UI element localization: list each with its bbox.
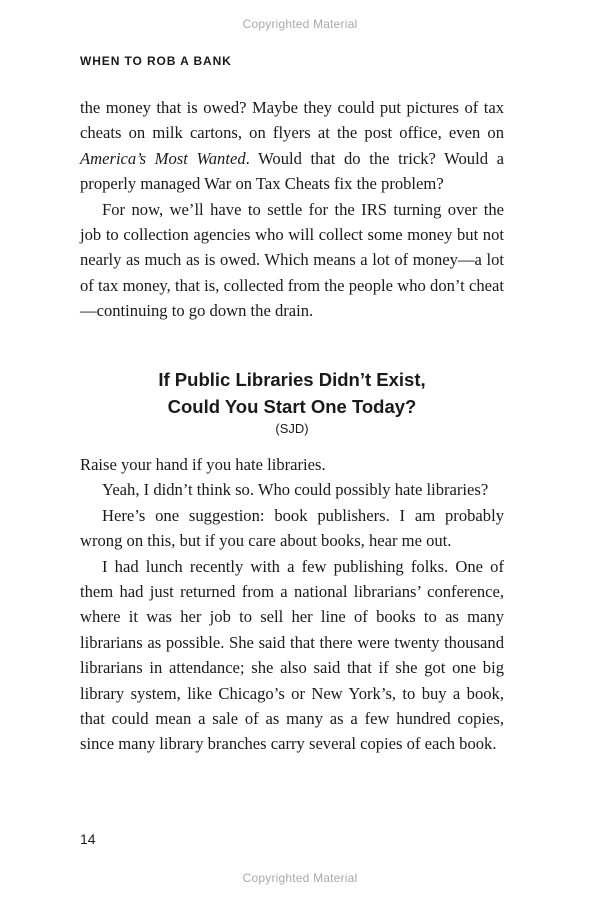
author-byline: (SJD) — [275, 421, 309, 436]
paragraph: Raise your hand if you hate libraries. — [80, 455, 326, 474]
paragraph — [80, 95, 504, 197]
paragraph-text: . Would that do the trick? Would a properly managed War on Tax Cheats fix the problem? — [80, 148, 504, 194]
running-head: WHEN TO ROB A BANK — [80, 54, 232, 68]
section-title-line-1: If Public Libraries Didn’t Exist, — [158, 369, 426, 390]
paragraph: I had lunch recently with a few publishing folks. One of them had just returned from a national librarians’ conference, where it was her job to sell her line of books to as many librarians as possible. She said that there were twenty thousand librarians in attendance; she also said that if she got one big library system, like Chicago’s or New York’s, to buy a book, that could mean a sale of as many as a few hundred copies, since many library branches carry several copies of each book. — [80, 556, 504, 754]
section-1-body — [80, 95, 504, 324]
italic-title: America’s Most Wanted — [80, 148, 246, 168]
section-title-line-2: Could You Start One Today? — [167, 396, 417, 417]
section-title — [80, 366, 504, 420]
copyright-watermark-top: Copyrighted Material — [242, 17, 358, 31]
paragraph: Yeah, I didn’t think so. Who could possibly hate libraries? — [102, 480, 489, 500]
section-2-body — [80, 452, 504, 757]
page-number: 14 — [80, 831, 96, 847]
paragraph-text: the money that is owed? Maybe they could put pictures of tax cheats on milk cartons, on flyers at the post office, even on — [80, 98, 504, 143]
paragraph: For now, we’ll have to settle for the IRS turning over the job to collection agencies who will collect some money but not nearly as much as is owed. Which means a lot of money—a lot of tax money, that is, collected from the people who don’t cheat—continuing to go down the drain. — [80, 199, 504, 321]
copyright-watermark-bottom: Copyrighted Material — [242, 871, 358, 885]
paragraph: Here’s one suggestion: book publishers. I am probably wrong on this, but if you care about books, hear me out. — [80, 505, 504, 551]
